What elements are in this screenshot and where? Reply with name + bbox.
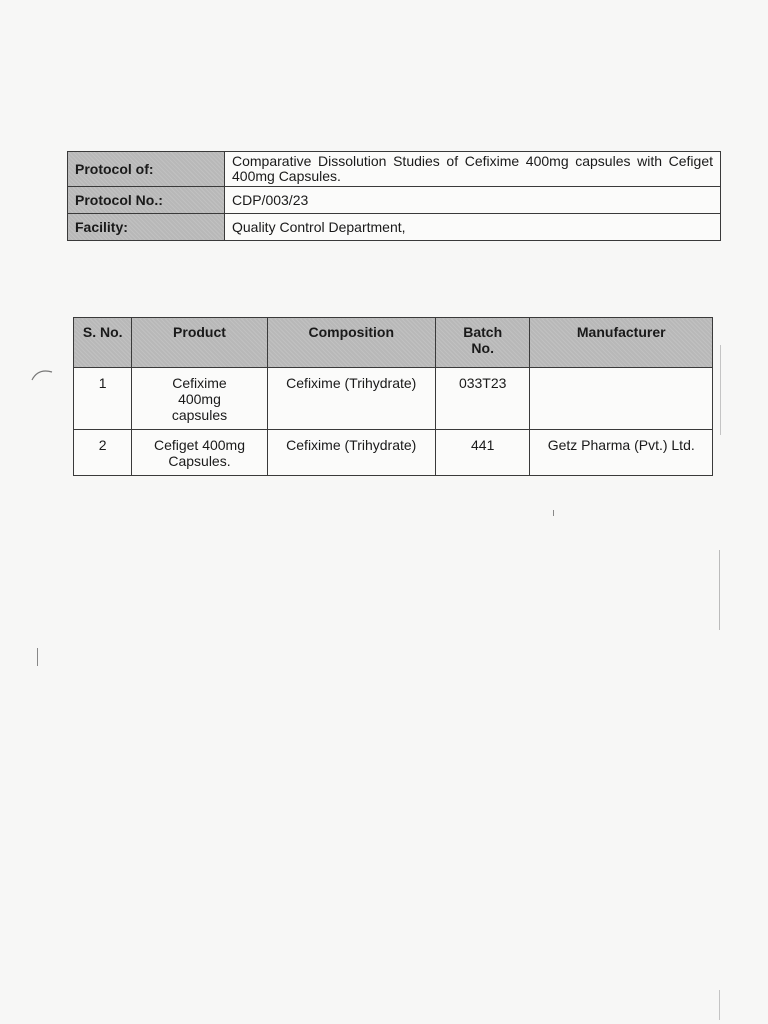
facility-value: Quality Control Department, xyxy=(225,214,721,241)
facility-row xyxy=(68,214,721,241)
header-product: Product xyxy=(132,318,267,368)
protocol-no-value: CDP/003/23 xyxy=(225,187,721,214)
header-composition: Composition xyxy=(267,318,435,368)
scan-edge-mark xyxy=(719,990,720,1020)
product-text: Cefixime 400mg capsules xyxy=(171,375,228,423)
protocol-no-row xyxy=(68,187,721,214)
scan-speck xyxy=(553,510,554,516)
header-sno: S. No. xyxy=(74,318,132,368)
cell-batch: 033T23 xyxy=(435,368,530,430)
scan-edge-mark xyxy=(719,550,720,630)
product-text: Cefiget 400mg Capsules. xyxy=(153,437,246,469)
table-row xyxy=(74,368,713,430)
cell-composition: Cefixime (Trihydrate) xyxy=(267,430,435,476)
header-batch-no xyxy=(435,318,530,368)
facility-label: Facility: xyxy=(68,214,225,241)
cell-sno: 1 xyxy=(74,368,132,430)
cell-batch: 441 xyxy=(435,430,530,476)
protocol-of-row xyxy=(68,152,721,187)
cell-product xyxy=(132,368,267,430)
products-header-row xyxy=(74,318,713,368)
header-batch-text: Batch No. xyxy=(463,324,503,356)
punch-hole-mark xyxy=(28,364,58,384)
cell-manufacturer xyxy=(530,368,713,430)
products-table xyxy=(73,317,713,476)
protocol-info-table xyxy=(67,151,721,241)
protocol-of-label: Protocol of: xyxy=(68,152,225,187)
protocol-of-value: Comparative Dissolution Studies of Cefixime 400mg capsules with Cefiget 400mg Capsules. xyxy=(225,152,721,187)
protocol-no-label: Protocol No.: xyxy=(68,187,225,214)
cell-composition: Cefixime (Trihydrate) xyxy=(267,368,435,430)
cell-sno: 2 xyxy=(74,430,132,476)
table-row xyxy=(74,430,713,476)
scan-edge-mark xyxy=(720,345,721,435)
cell-product xyxy=(132,430,267,476)
cell-manufacturer: Getz Pharma (Pvt.) Ltd. xyxy=(530,430,713,476)
header-manufacturer: Manufacturer xyxy=(530,318,713,368)
scan-speck xyxy=(37,648,38,666)
